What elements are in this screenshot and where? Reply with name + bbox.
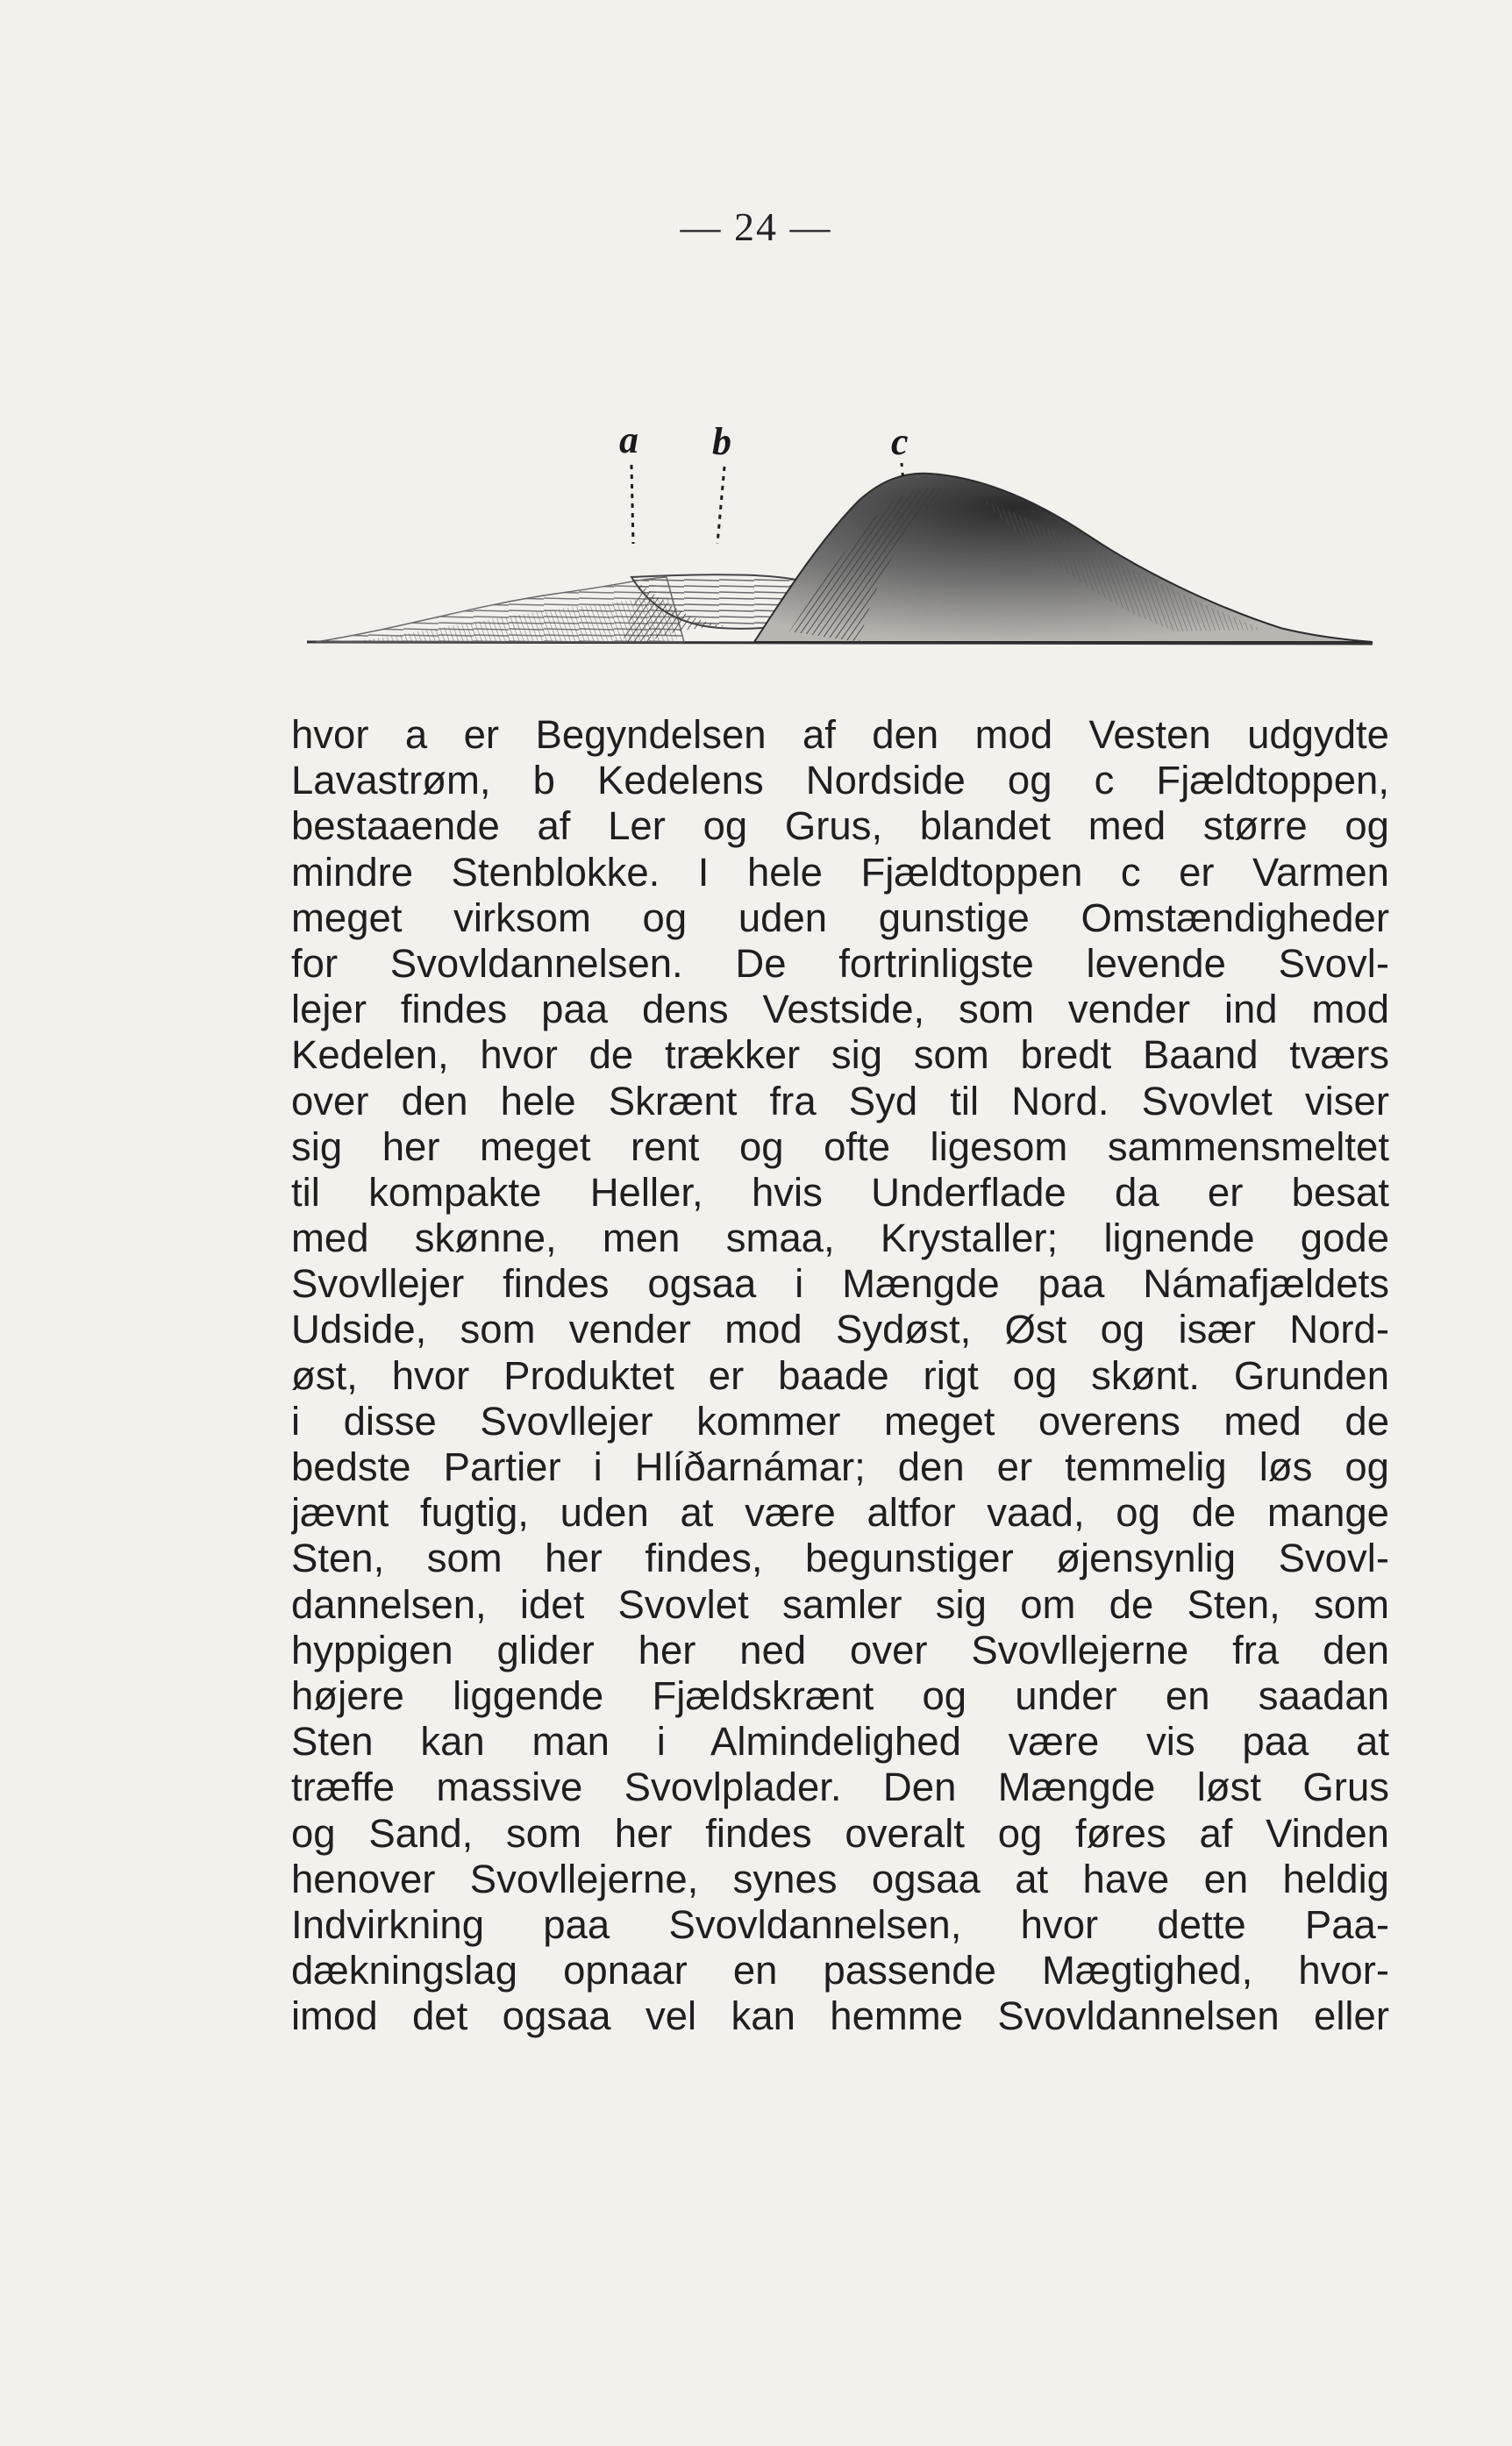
text-line-16: i disse Svovllejer kommer meget overens med de xyxy=(291,1398,1389,1444)
text-line-4: mindre Stenblokke. I hele Fjældtoppen c er Varmen xyxy=(291,849,1389,895)
body-paragraph xyxy=(291,712,1389,2039)
figure-label-a: a xyxy=(619,418,638,461)
cross-section-figure xyxy=(298,368,1386,658)
text-line-11: til kompakte Heller, hvis Underflade da er besat xyxy=(291,1169,1389,1215)
text-line-6: for Svovldannelsen. De fortrinligste levende Svovl- xyxy=(291,940,1389,986)
text-line-8: Kedelen, hvor de trækker sig som bredt Baand tværs xyxy=(291,1032,1389,1078)
text-line-5: meget virksom og uden gunstige Omstændigheder xyxy=(291,895,1389,940)
text-line-19: Sten, som her findes, begunstiger øjensynlig Svovl- xyxy=(291,1536,1389,1581)
text-line-18: jævnt fugtig, uden at være altfor vaad, og de mange xyxy=(291,1490,1389,1536)
text-line-21: hyppigen glider her ned over Svovllejerne fra den xyxy=(291,1627,1389,1672)
marker-a-line xyxy=(631,465,633,544)
text-line-10: sig her meget rent og ofte ligesom sammensmeltet xyxy=(291,1123,1389,1169)
text-line-2: Lavastrøm, b Kedelens Nordside og c Fjældtoppen, xyxy=(291,758,1389,803)
text-line-13: Svovllejer findes ogsaa i Mængde paa Námafjældets xyxy=(291,1261,1389,1307)
text-line-1: hvor a er Begyndelsen af den mod Vesten udgydte xyxy=(291,712,1389,757)
text-line-23: Sten kan man i Almindelighed være vis paa at xyxy=(291,1719,1389,1765)
text-line-25: og Sand, som her findes overalt og føres af Vinden xyxy=(291,1810,1389,1856)
text-line-24: træffe massive Svovlplader. Den Mængde løst Grus xyxy=(291,1765,1389,1810)
text-line-9: over den hele Skrænt fra Syd til Nord. Svovlet viser xyxy=(291,1078,1389,1123)
text-line-3: bestaaende af Ler og Grus, blandet med større og xyxy=(291,803,1389,849)
text-line-29: imod det ogsaa vel kan hemme Svovldannelsen eller xyxy=(291,1993,1389,2039)
figure-label-c: c xyxy=(891,420,909,463)
cross-section-illustration xyxy=(298,368,1386,658)
text-line-28: dækningslag opnaar en passende Mægtighed, hvor- xyxy=(291,1948,1389,1993)
marker-b-line xyxy=(717,467,724,544)
figure-label-b: b xyxy=(712,420,731,463)
text-line-26: henover Svovllejerne, synes ogsaa at have en heldig xyxy=(291,1856,1389,1901)
text-line-7: lejer findes paa dens Vestside, som vender ind mod xyxy=(291,987,1389,1032)
text-line-15: øst, hvor Produktet er baade rigt og skønt. Grunden xyxy=(291,1352,1389,1398)
text-line-12: med skønne, men smaa, Krystaller; lignende gode xyxy=(291,1216,1389,1261)
text-line-20: dannelsen, idet Svovlet samler sig om de Sten, som xyxy=(291,1581,1389,1627)
text-line-27: Indvirkning paa Svovldannelsen, hvor dette Paa- xyxy=(291,1901,1389,1947)
page-number: — 24 — xyxy=(680,204,832,249)
text-line-14: Udside, som vender mod Sydøst, Øst og især Nord- xyxy=(291,1307,1389,1352)
text-line-17: bedste Partier i Hlíðarnámar; den er temmelig løs og xyxy=(291,1444,1389,1489)
text-line-22: højere liggende Fjældskrænt og under en saadan xyxy=(291,1672,1389,1718)
